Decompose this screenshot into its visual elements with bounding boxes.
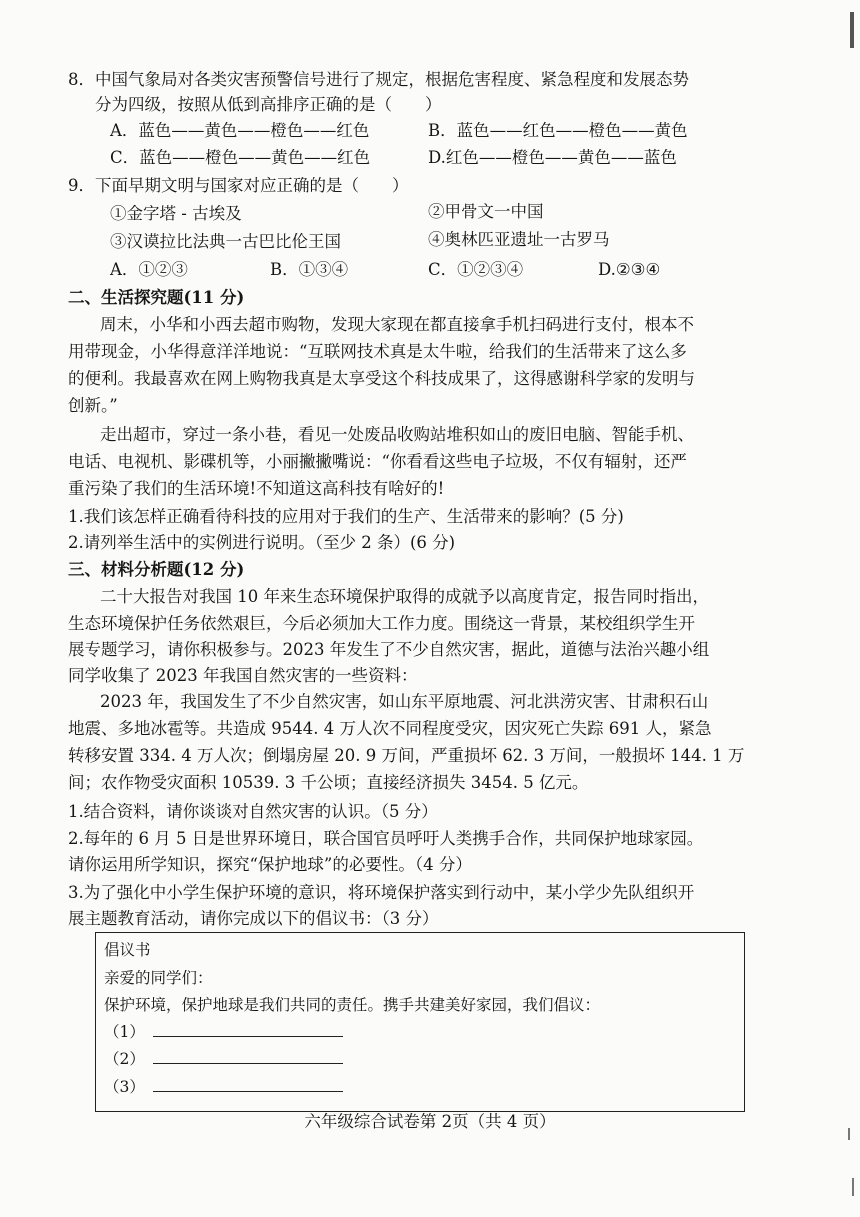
proposal-title: 倡议书 [104, 941, 151, 959]
section2-para2-line2: 电话、电视机、影碟机等，小丽撇撇嘴说：“你看看这些电子垃圾，不仅有辐射，还严 [68, 452, 687, 471]
proposal-greeting: 亲爱的同学们： [104, 969, 213, 987]
section3-question-3-line1: 3.为了强化中小学生保护环境的意识，将环境保护落实到行动中，某小学少先队组织开 [68, 883, 695, 902]
q9-option-a: A．①②③ [110, 260, 188, 279]
section2-heading: 二、生活探究题(11 分) [68, 288, 245, 307]
page-footer: 六年级综合试卷第 2页（共 4 页） [304, 1112, 556, 1131]
q9-stem: 9．下面早期文明与国家对应正确的是（ ） [68, 176, 409, 195]
proposal-item-2-label: （2） [104, 1050, 145, 1068]
proposal-item-2 [104, 1048, 343, 1070]
q9-item-2: ②甲骨文一中国 [428, 202, 544, 221]
q9-option-b: B．①③④ [270, 260, 349, 279]
proposal-item-3-label: （3） [104, 1078, 145, 1096]
section3-para1-line1: 二十大报告对我国 10 年来生态环境保护取得的成就予以高度肯定，报告同时指出， [100, 587, 709, 606]
section3-question-2-line1: 2.每年的 6 月 5 日是世界环境日，联合国官员呼吁人类携手合作，共同保护地球家园。 [68, 829, 704, 848]
section2-para1-line3: 的便利。我最喜欢在网上购物我真是太享受这个科技成果了，这得感谢科学家的发明与 [68, 369, 695, 388]
section2-para1-line1: 周末，小华和小西去超市购物，发现大家现在都直接拿手机扫码进行支付，根本不 [100, 315, 694, 334]
scan-edge-mark-bottom [852, 1178, 854, 1196]
scan-edge-mark-lower [848, 1128, 850, 1140]
proposal-answer-line-2[interactable] [153, 1049, 343, 1064]
q8-option-d: D.红色——橙色——黄色——蓝色 [428, 148, 677, 167]
proposal-box [95, 932, 745, 1112]
section3-question-2-line2: 请你运用所学知识，探究“保护地球”的必要性。（4 分） [68, 855, 472, 874]
section3-question-3-line2: 展主题教育活动，请你完成以下的倡议书：（3 分） [68, 909, 439, 928]
section3-para2-line2: 地震、多地冰雹等。共造成 9544. 4 万人次不同程度受灾，因灾死亡失踪 691 人，紧急 [68, 719, 712, 738]
proposal-item-3 [104, 1076, 343, 1098]
proposal-answer-line-1[interactable] [153, 1022, 343, 1037]
q8-stem-line2: 分为四级，按照从低到高排序正确的是（ ） [95, 95, 442, 114]
section3-para1-line2: 生态环境保护任务依然艰巨，今后必须加大工作力度。围绕这一背景，某校组织学生开 [68, 614, 695, 633]
q9-item-3: ③汉谟拉比法典一古巴比伦王国 [110, 232, 341, 251]
proposal-answer-line-3[interactable] [153, 1077, 343, 1092]
q8-option-b: B．蓝色——红色——橙色——黄色 [428, 121, 688, 140]
section2-question-1: 1.我们该怎样正确看待科技的应用对于我们的生产、生活带来的影响？(5 分) [68, 507, 624, 526]
q8-option-c: C．蓝色——橙色——黄色——红色 [110, 148, 371, 167]
proposal-item-1-label: （1） [104, 1023, 145, 1041]
q9-item-1: ①金字塔 - 古埃及 [110, 204, 242, 223]
section2-para1-line2: 用带现金，小华得意洋洋地说：“互联网技术真是太牛啦，给我们的生活带来了这么多 [68, 342, 687, 361]
q8-option-a: A．蓝色——黄色——橙色——红色 [110, 121, 370, 140]
section2-para2-line3: 重污染了我们的生活环境!不知道这高科技有啥好的! [68, 479, 445, 498]
section3-para2-line1: 2023 年，我国发生了不少自然灾害，如山东平原地震、河北洪涝灾害、甘肃积石山 [100, 692, 709, 711]
section2-para1-line4: 创新。” [68, 396, 118, 415]
q9-item-4: ④奥林匹亚遗址一古罗马 [428, 230, 610, 249]
proposal-body: 保护环境，保护地球是我们共同的责任。携手共建美好家园，我们倡议： [104, 996, 601, 1014]
q8-stem-line1: 8．中国气象局对各类灾害预警信号进行了规定，根据危害程度、紧急程度和发展态势 [68, 70, 689, 89]
section3-para1-line4: 同学收集了 2023 年我国自然灾害的一些资料： [68, 666, 418, 685]
section3-heading: 三、材料分析题(12 分) [68, 560, 245, 579]
section3-para1-line3: 展专题学习，请你积极参与。2023 年发生了不少自然灾害，据此，道德与法治兴趣小组 [68, 640, 710, 659]
q9-option-c: C．①②③④ [428, 260, 524, 279]
section3-para2-line4: 间；农作物受灾面积 10539. 3 千公顷；直接经济损失 3454. 5 亿元。 [68, 773, 589, 792]
proposal-item-1 [104, 1021, 343, 1043]
section3-para2-line3: 转移安置 334. 4 万人次；倒塌房屋 20. 9 万间，严重损坏 62. 3 万间，一般损坏 144. 1 万 [68, 746, 745, 765]
q9-option-d: D.②③④ [598, 260, 661, 279]
section2-question-2: 2.请列举生活中的实例进行说明。（至少 2 条）(6 分) [68, 533, 456, 552]
section2-para2-line1: 走出超市，穿过一条小巷，看见一处废品收购站堆积如山的废旧电脑、智能手机、 [100, 425, 694, 444]
section3-question-1: 1.结合资料，请你谈谈对自然灾害的认识。（5 分） [68, 802, 438, 821]
scan-edge-mark [850, 12, 854, 48]
